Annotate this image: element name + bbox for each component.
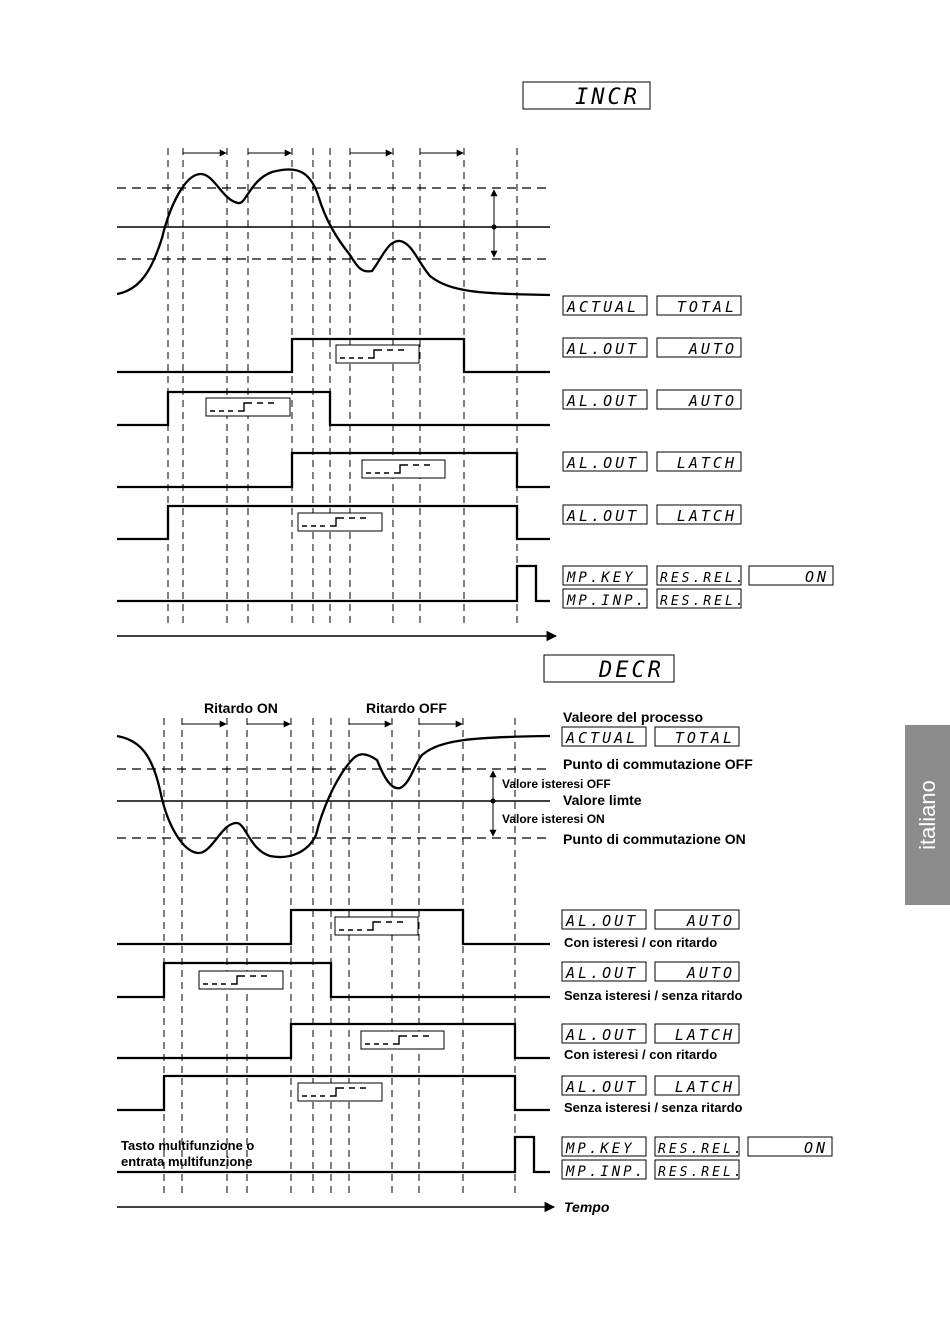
decr-row4-mode-display: LATCH [674, 1078, 735, 1096]
language-side-tab-label: italiano [914, 780, 940, 850]
decr-time-markers [164, 718, 515, 1195]
decr-row3-caption: Con isteresi / con ritardo [564, 1047, 718, 1062]
time-axis-label: Tempo [564, 1199, 610, 1215]
incr-relay-glyphs [210, 350, 430, 526]
incr-row2-mode-display: AUTO [688, 392, 737, 410]
incr-on-display: ON [804, 568, 829, 586]
incr-mpkey-display: MP.KEY [567, 570, 636, 586]
incr-row3-mode-display: LATCH [676, 454, 737, 472]
decr-output-2-trace [117, 963, 550, 997]
reset-input-label-line2: entrata multifunzione [121, 1154, 253, 1169]
incr-resrel-display-1: RES.REL. [660, 571, 747, 586]
decr-row1-al-display: AL.OUT [566, 912, 639, 930]
decr-row1-mode-display: AUTO [686, 912, 735, 930]
incr-output-3-trace [117, 453, 550, 487]
decr-row1-caption: Con isteresi / con ritardo [564, 935, 718, 950]
limit-value-label: Valore limte [563, 792, 642, 808]
decr-row4-al-display: AL.OUT [566, 1078, 639, 1096]
incr-output-1-trace [117, 339, 550, 372]
incr-mpinp-display: MP.INP. [567, 593, 648, 609]
incr-resrel-display-2: RES.REL. [660, 594, 747, 609]
incr-row1-mode-display: AUTO [688, 340, 737, 358]
decr-row3-al-display: AL.OUT [566, 1026, 639, 1044]
language-side-tab [905, 725, 950, 905]
hysteresis-off-label: Valore isteresi OFF [502, 777, 611, 791]
decr-row2-mode-display: AUTO [686, 964, 735, 982]
incr-row4-al-display: AL.OUT [567, 507, 640, 525]
incr-actual-display: ACTUAL [567, 298, 640, 316]
switch-on-point-label: Punto di commutazione ON [563, 831, 746, 847]
decr-row2-caption: Senza isteresi / senza ritardo [564, 988, 743, 1003]
delay-on-label: Ritardo ON [204, 700, 278, 716]
decr-row2-al-display: AL.OUT [566, 964, 639, 982]
incr-row1-al-display: AL.OUT [567, 340, 640, 358]
decr-diagram [117, 655, 832, 1215]
decr-hysteresis-dot [491, 799, 496, 804]
decr-actual-display: ACTUAL [566, 729, 639, 747]
hysteresis-on-label: Valore isteresi ON [502, 812, 605, 826]
incr-time-markers [168, 148, 517, 625]
decr-row3-mode-display: LATCH [674, 1026, 735, 1044]
incr-row2-al-display: AL.OUT [567, 392, 640, 410]
decr-mpkey-display: MP.KEY [566, 1141, 635, 1157]
decr-on-display: ON [803, 1139, 828, 1157]
incr-output-2-trace [117, 392, 550, 425]
incr-row4-mode-display: LATCH [676, 507, 737, 525]
decr-mpinp-display: MP.INP. [566, 1164, 647, 1180]
delay-off-label: Ritardo OFF [366, 700, 447, 716]
process-value-label: Valeore del processo [563, 709, 704, 725]
decr-relay-glyphs [203, 922, 429, 1096]
incr-total-display: TOTAL [676, 298, 737, 316]
reset-input-label-line1: Tasto multifunzione o [121, 1138, 255, 1153]
incr-hysteresis-dot [492, 225, 497, 230]
switch-off-point-label: Punto di commutazione OFF [563, 756, 753, 772]
decr-resrel-display-2: RES.REL. [658, 1165, 745, 1180]
incr-mode-display: INCR [575, 85, 640, 110]
decr-resrel-display-1: RES.REL. [658, 1142, 745, 1157]
decr-row4-caption: Senza isteresi / senza ritardo [564, 1100, 743, 1115]
incr-reset-trace [117, 566, 550, 601]
incr-row3-al-display: AL.OUT [567, 454, 640, 472]
decr-output-3-trace [117, 1024, 550, 1058]
incr-diagram [117, 82, 833, 636]
decr-total-display: TOTAL [674, 729, 735, 747]
decr-mode-display: DECR [599, 658, 664, 683]
